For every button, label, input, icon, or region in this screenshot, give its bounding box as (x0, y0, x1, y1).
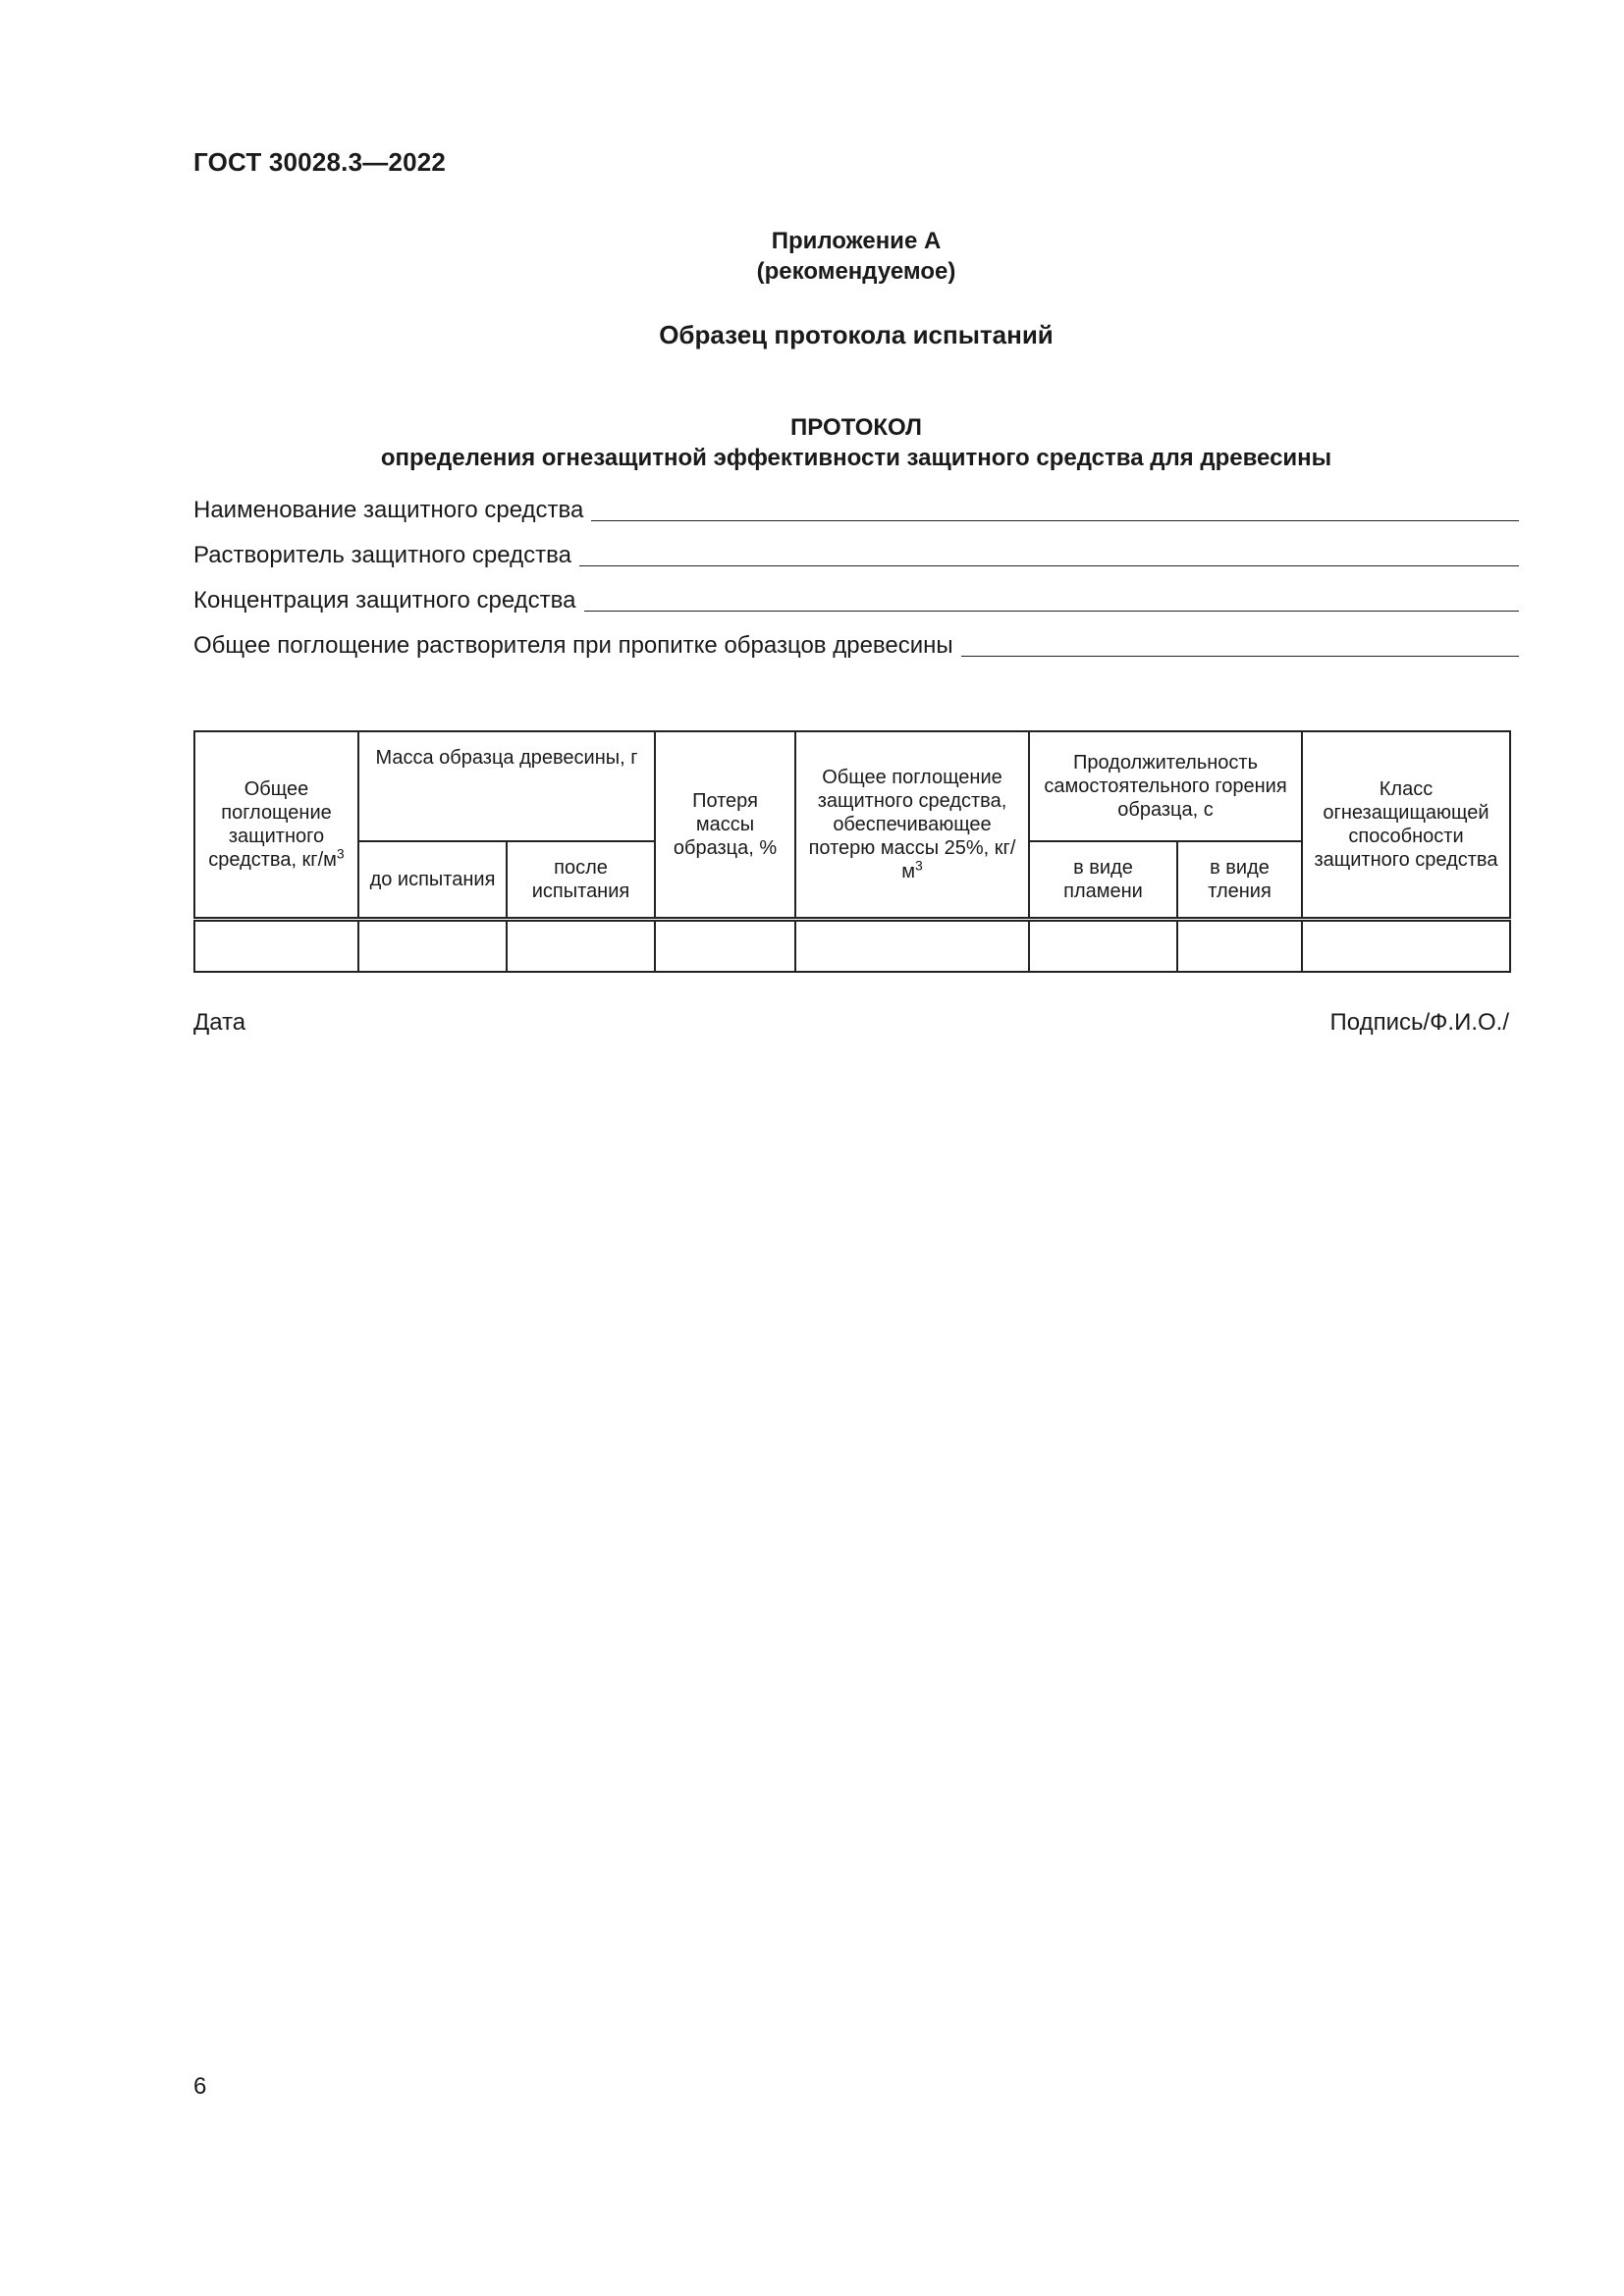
header-total-absorption: Общее поглощение защитного средства, $кг/м^3$ (194, 731, 358, 920)
table-cell[interactable] (507, 920, 655, 973)
protocol-table (193, 730, 1511, 973)
document-code: ГОСТ 30028.3—2022 (193, 147, 447, 177)
header-protection-class: Класс огнезащищающей способности защитного средства (1302, 731, 1510, 920)
header-flame: в виде пламени (1029, 841, 1177, 920)
protocol-heading (193, 412, 1519, 473)
table-cell[interactable] (1177, 920, 1302, 973)
fill-in-line[interactable] (584, 587, 1520, 612)
header-mass-after: после испытания (507, 841, 655, 920)
header-burning-duration: Продолжительность самостоятельного горения образца, с (1029, 731, 1302, 841)
sample-title: Образец протокола испытаний (659, 320, 1054, 349)
page-number: 6 (193, 2073, 207, 2100)
table-cell[interactable] (358, 920, 507, 973)
fill-in-line[interactable] (579, 542, 1519, 566)
table-cell[interactable] (795, 920, 1029, 973)
table-cell[interactable] (655, 920, 795, 973)
fill-in-line[interactable] (591, 497, 1519, 521)
field-protectant-name (193, 495, 1519, 524)
fill-in-line[interactable] (961, 632, 1519, 657)
signature-label: Подпись/Ф.И.О./ (1329, 1009, 1509, 1036)
header-absorption-25: Общее поглощение защитного средства, обеспечивающее потерю массы 25%, $кг/м^3$ (795, 731, 1029, 920)
header-mass-before: до испытания (358, 841, 507, 920)
field-label: Концентрация защитного средства (193, 587, 576, 614)
protocol-subtitle: определения огнезащитной эффективности защитного средства для древесины (380, 445, 1332, 471)
header-smolder: в виде тления (1177, 841, 1302, 920)
header-mass-loss: Потеря массы образца, % (655, 731, 795, 920)
field-label: Общее поглощение растворителя при пропитке образцов древесины (193, 632, 953, 659)
annex-note: (рекомендуемое) (756, 258, 956, 285)
annex-title: Приложение А (771, 228, 942, 254)
field-solvent-absorption (193, 630, 1519, 660)
table-cell[interactable] (1302, 920, 1510, 973)
table-cell[interactable] (1029, 920, 1177, 973)
field-label: Наименование защитного средства (193, 497, 584, 523)
date-label: Дата (193, 1009, 246, 1036)
header-sample-mass: Масса образца древесины, г (358, 731, 655, 841)
field-solvent (193, 540, 1519, 569)
field-label: Растворитель защитного средства (193, 542, 571, 568)
field-concentration (193, 585, 1519, 614)
protocol-title: ПРОТОКОЛ (790, 414, 922, 441)
annex-heading (193, 226, 1519, 287)
table-cell[interactable] (194, 920, 358, 973)
